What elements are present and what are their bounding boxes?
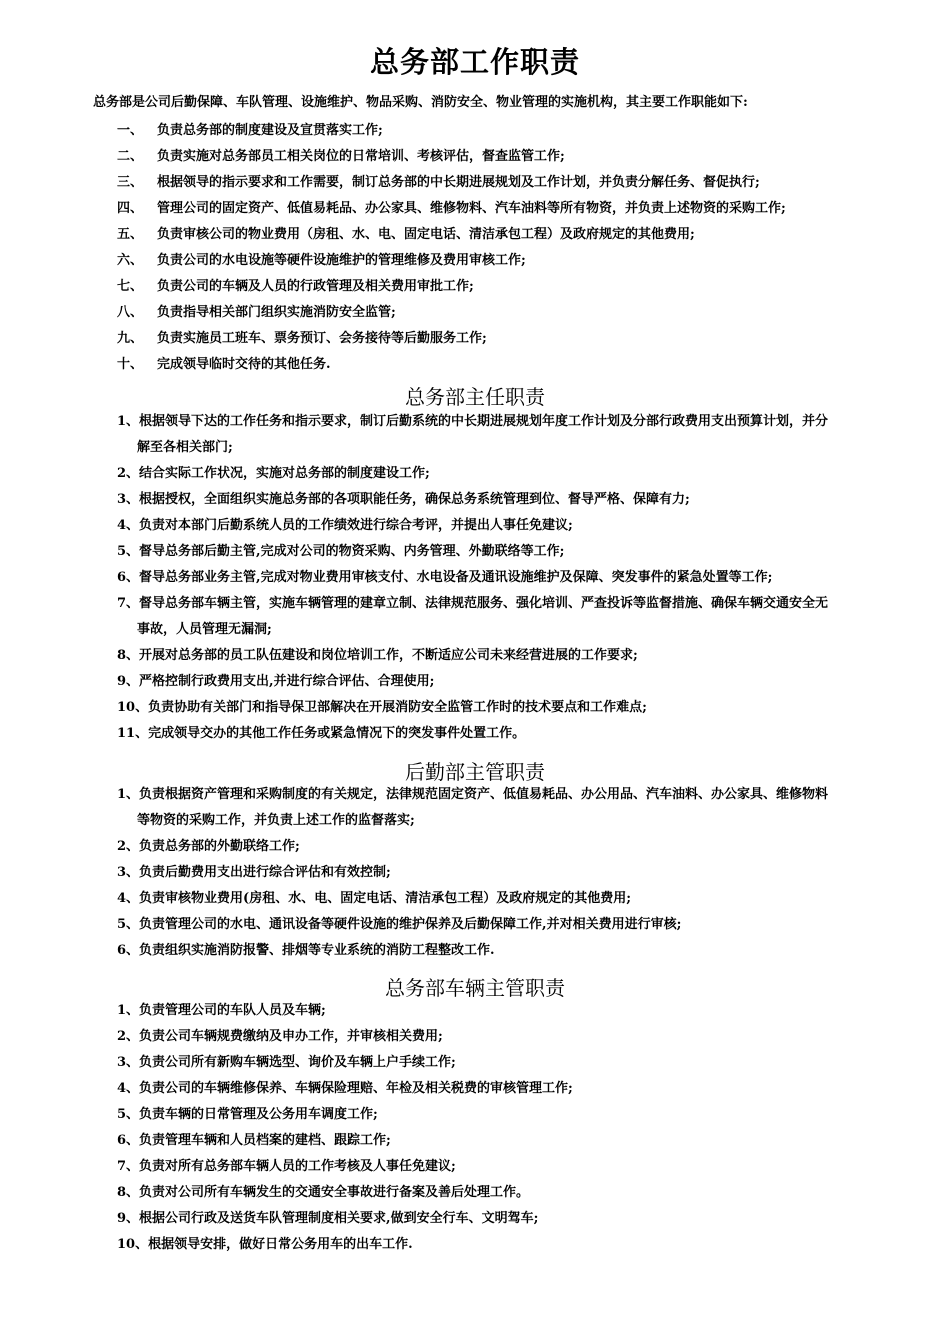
list-item: 十、 完成领导临时交待的其他任务. bbox=[117, 357, 331, 372]
list-item: 9、根据公司行政及送货车队管理制度相关要求,做到安全行车、文明驾车; bbox=[117, 1211, 539, 1226]
intro-paragraph: 总务部是公司后勤保障、车队管理、设施维护、物品采购、消防安全、物业管理的实施机构，其主要工作职能如下: bbox=[93, 95, 748, 110]
list-item: 8、负责对公司所有车辆发生的交通安全事故进行备案及善后处理工作。 bbox=[117, 1185, 530, 1200]
list-item: 三、 根据领导的指示要求和工作需要，制订总务部的中长期进展规划及工作计划，并负责分解任务、督促执行; bbox=[117, 175, 760, 190]
list-item: 10、根据领导安排，做好日常公务用车的出车工作. bbox=[117, 1237, 413, 1252]
list-item: 2、负责总务部的外勤联络工作; bbox=[117, 839, 300, 854]
list-item: 5、督导总务部后勤主管,完成对公司的物资采购、内务管理、外勤联络等工作; bbox=[117, 544, 565, 559]
list-item: 3、根据授权，全面组织实施总务部的各项职能任务，确保总务系统管理到位、督导严格、保障有力; bbox=[117, 492, 690, 507]
list-item: 七、 负责公司的车辆及人员的行政管理及相关费用审批工作; bbox=[117, 279, 474, 294]
list-item: 4、负责公司的车辆维修保养、车辆保险理赔、年检及相关税费的审核管理工作; bbox=[117, 1081, 573, 1096]
list-item: 九、 负责实施员工班车、票务预订、会务接待等后勤服务工作; bbox=[117, 331, 487, 346]
section-title-director: 总务部主任职责 bbox=[405, 385, 545, 409]
list-item: 四、 管理公司的固定资产、低值易耗品、办公家具、维修物料、汽车油料等所有物资，并负责上述物资的采购工作; bbox=[117, 201, 786, 216]
list-item: 8、开展对总务部的员工队伍建设和岗位培训工作，不断适应公司未来经营进展的工作要求; bbox=[117, 648, 638, 663]
list-item: 4、负责对本部门后勤系统人员的工作绩效进行综合考评，并提出人事任免建议; bbox=[117, 518, 573, 533]
list-item: 5、负责车辆的日常管理及公务用车调度工作; bbox=[117, 1107, 378, 1122]
list-item: 3、负责后勤费用支出进行综合评估和有效控制; bbox=[117, 865, 391, 880]
list-item: 10、负责协助有关部门和指导保卫部解决在开展消防安全监管工作时的技术要点和工作难点; bbox=[117, 700, 647, 715]
list-item: 11、完成领导交办的其他工作任务或紧急情况下的突发事件处置工作。 bbox=[117, 726, 526, 741]
section-title-logistics: 后勤部主管职责 bbox=[405, 760, 545, 784]
list-item: 6、负责管理车辆和人员档案的建档、跟踪工作; bbox=[117, 1133, 391, 1148]
list-item: 八、 负责指导相关部门组织实施消防安全监管; bbox=[117, 305, 396, 320]
list-item: 4、负责审核物业费用(房租、水、电、固定电话、清洁承包工程）及政府规定的其他费用; bbox=[117, 891, 631, 906]
list-item: 7、督导总务部车辆主管，实施车辆管理的建章立制、法律规范服务、强化培训、严查投诉等监督措施、确保车辆交通安全无 事故，人员管理无漏洞; bbox=[117, 596, 829, 637]
list-item: 二、 负责实施对总务部员工相关岗位的日常培训、考核评估，督查监管工作; bbox=[117, 149, 565, 164]
list-item: 1、负责根据资产管理和采购制度的有关规定，法律规范固定资产、低值易耗品、办公用品、汽车油料、办公家具、维修物料 等物资的采购工作，并负责上述工作的监督落实; bbox=[117, 787, 829, 828]
list-item: 1、根据领导下达的工作任务和指示要求，制订后勤系统的中长期进展规划年度工作计划及分部行政费用支出预算计划，并分 解至各相关部门; bbox=[117, 414, 829, 455]
list-item: 7、负责对所有总务部车辆人员的工作考核及人事任免建议; bbox=[117, 1159, 456, 1174]
list-item: 3、负责公司所有新购车辆选型、询价及车辆上户手续工作; bbox=[117, 1055, 456, 1070]
list-item: 2、负责公司车辆规费缴纳及申办工作，并审核相关费用; bbox=[117, 1029, 443, 1044]
list-item: 6、督导总务部业务主管,完成对物业费用审核支付、水电设备及通讯设施维护及保障、突发事件的紧急处置等工作; bbox=[117, 570, 773, 585]
document-title: 总务部工作职责 bbox=[369, 45, 580, 79]
list-item: 五、 负责审核公司的物业费用（房租、水、电、固定电话、清洁承包工程）及政府规定的其他费用; bbox=[117, 227, 695, 242]
list-item: 一、 负责总务部的制度建设及宣贯落实工作; bbox=[117, 123, 383, 138]
list-item: 6、负责组织实施消防报警、排烟等专业系统的消防工程整改工作. bbox=[117, 943, 495, 958]
list-item: 1、负责管理公司的车队人员及车辆; bbox=[117, 1003, 326, 1018]
section-title-vehicle: 总务部车辆主管职责 bbox=[385, 976, 565, 1000]
list-item: 2、结合实际工作状况，实施对总务部的制度建设工作; bbox=[117, 466, 430, 481]
list-item: 9、严格控制行政费用支出,并进行综合评估、合理使用; bbox=[117, 674, 435, 689]
list-item: 5、负责管理公司的水电、通讯设备等硬件设施的维护保养及后勤保障工作,并对相关费用进行审核; bbox=[117, 917, 682, 932]
list-item: 六、 负责公司的水电设施等硬件设施维护的管理维修及费用审核工作; bbox=[117, 253, 526, 268]
